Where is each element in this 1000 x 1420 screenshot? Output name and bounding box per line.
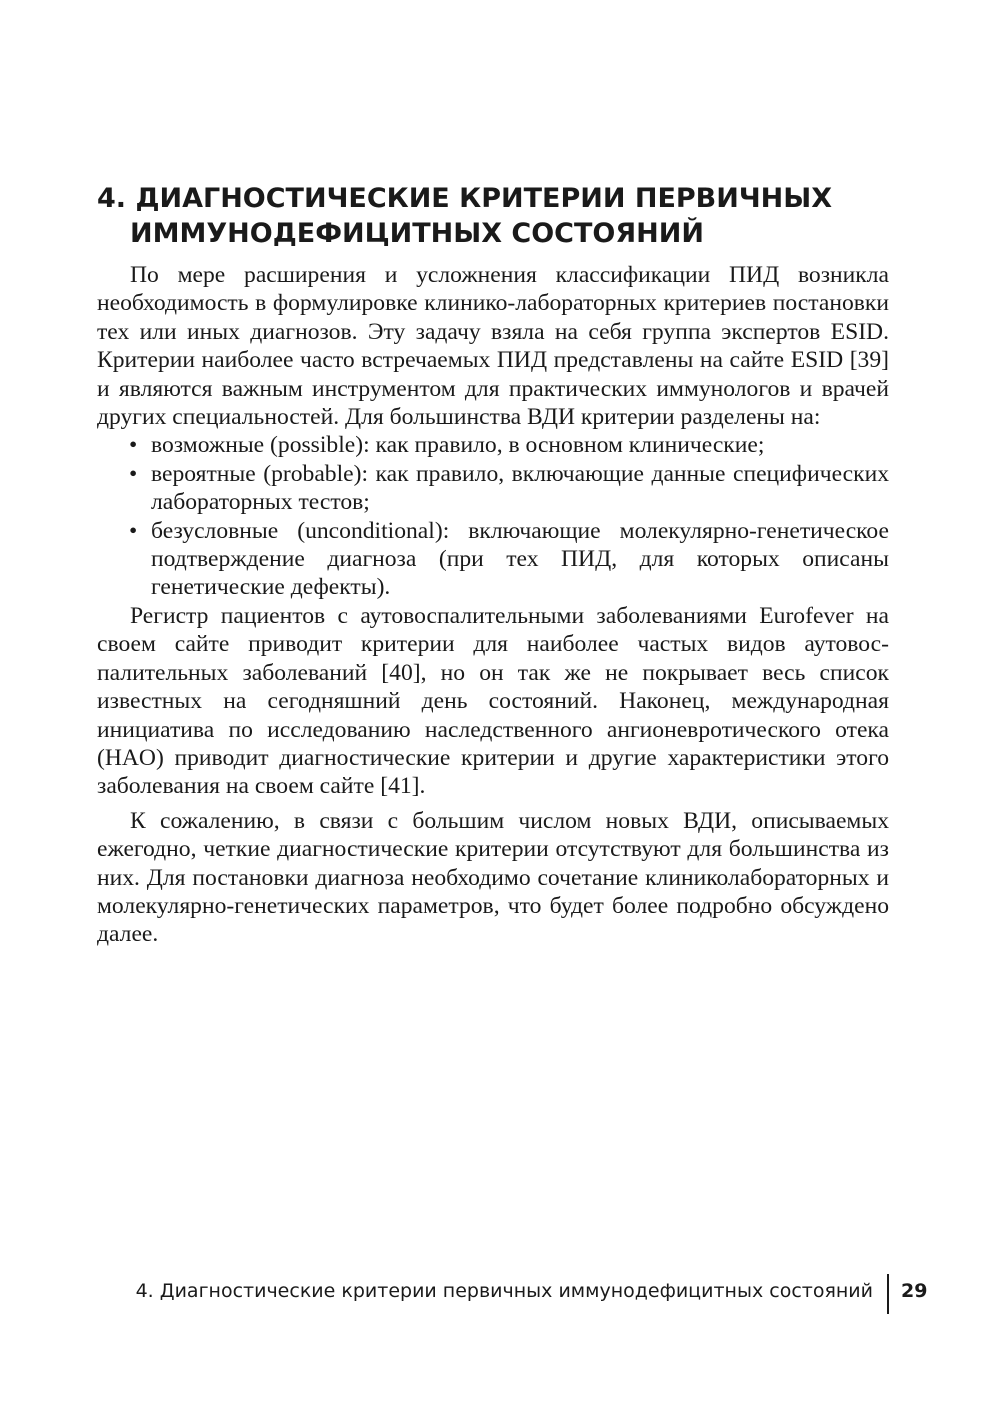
paragraph-conclusion: К сожалению, в связи с большим числом новых ВДИ, описываемых ежегодно, четкие диагностические критерии отсутствуют для большинства из них. Для постановки диагноза необходимо сочетание клиниколабораторных и молекулярно-генетических параметров, что будет более подробно обсуждено далее. [97, 807, 889, 948]
criteria-list-item-unconditional: • безусловные (unconditional): включающие молекулярно-генетическое подтверждение диагноза (при тех ПИД, для которых описаны генетические дефекты). [151, 517, 889, 602]
criteria-list-item-probable: • вероятные (probable): как правило, включающие данные специфических лабораторных тестов; [151, 460, 889, 517]
section-heading [97, 181, 897, 251]
footer-divider [887, 1274, 889, 1314]
page-footer [0, 1274, 1000, 1314]
criteria-list [97, 431, 889, 601]
paragraph-eurofever: Регистр пациентов с аутовоспалительными заболеваниями Eurofever на своем сайте приводит критерии для наиболее частых видов аутовоспалительных заболеваний [40], но он так же не покрывает весь список известных на сегодняшний день состояний. Наконец, международная инициатива по исследованию наследственного ангионевротического отека (HAO) приводит диагностические критерии и другие характеристики этого заболевания на своем сайте [41]. [97, 602, 889, 800]
section-heading-line-1: 4. ДИАГНОСТИЧЕСКИЕ КРИТЕРИИ ПЕРВИЧНЫХ [97, 183, 833, 214]
section-heading-line-2: ИММУНОДЕФИЦИТНЫХ СОСТОЯНИЙ [130, 218, 704, 249]
running-title: 4. Диагностические критерии первичных иммунодефицитных состояний [135, 1280, 873, 1302]
page-number: 29 [901, 1280, 928, 1302]
body-text [97, 261, 889, 949]
criteria-list-item-possible: • возможные (possible): как правило, в основном клинические; [151, 431, 889, 459]
paragraph-intro: По мере расширения и усложнения классификации ПИД возникла необходимость в формулировке клинико-лабораторных критериев постановки тех или иных диагнозов. Эту задачу взяла на себя группа экспертов ESID. Критерии наиболее часто встречаемых ПИД представлены на сайте ESID [39] и являются важным инструментом для практических иммунологов и врачей других специальностей. Для большинства ВДИ критерии разделены на: [97, 262, 889, 431]
